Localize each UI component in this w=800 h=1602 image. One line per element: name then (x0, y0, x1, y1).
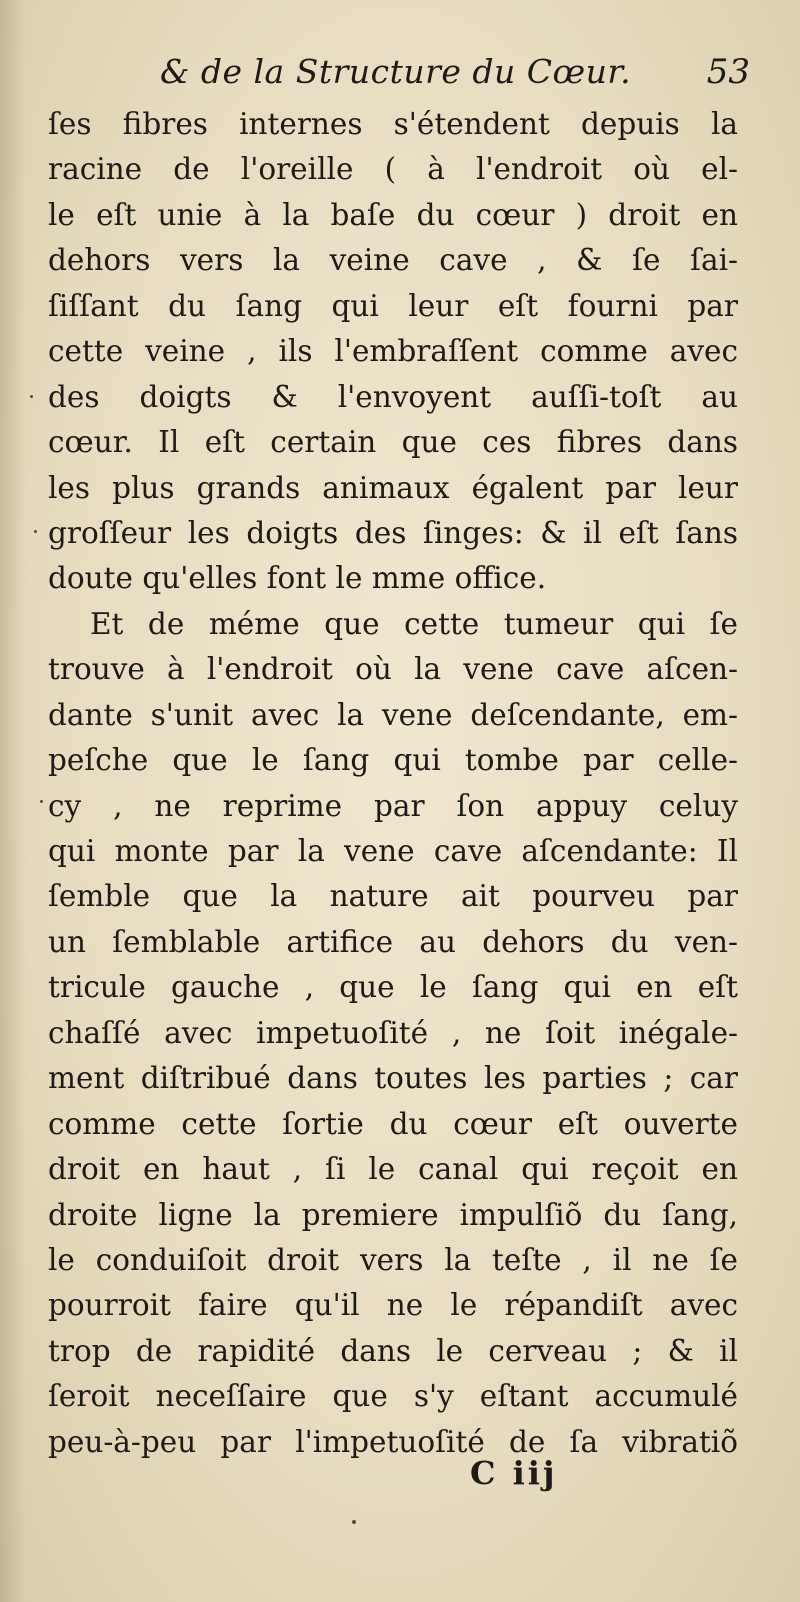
text-line: le eſt unie à la baſe du cœur ) droit en (48, 197, 738, 232)
page-number: 53 (706, 52, 750, 92)
text-line: ſemble que la nature ait pourveu par (48, 879, 738, 914)
ink-speck (34, 530, 37, 533)
text-line-paragraph-start: Et de méme que cette tumeur qui ſe (90, 606, 738, 641)
text-line: ment diſtribué dans toutes les parties ; car (48, 1061, 738, 1096)
ink-speck (40, 800, 43, 803)
text-line: groſſeur les doigts des ſinges: & il eſt ſans (48, 515, 738, 550)
body-text (48, 102, 738, 1465)
text-line: un ſemblable artifice au dehors du ven- (48, 924, 738, 959)
text-line: tricule gauche , que le ſang qui en eſt (48, 970, 738, 1005)
ink-speck (352, 1520, 356, 1524)
text-line: dehors vers la veine cave , & ſe ſai- (48, 243, 738, 278)
text-line: qui monte par la vene cave aſcendante: Il (48, 834, 738, 868)
text-line: racine de l'oreille ( à l'endroit où el- (48, 152, 738, 187)
text-line: ſiſſant du ſang qui leur eſt fourni par (48, 288, 738, 323)
text-line: dante s'unit avec la vene deſcendante, em- (48, 697, 738, 732)
text-line: chaſſé avec impetuoſité , ne ſoit inégale- (48, 1015, 738, 1050)
page-header (160, 52, 750, 102)
text-line: pourroit faire qu'il ne le répandiſt avec (48, 1288, 738, 1323)
text-line: ſes fibres internes s'étendent depuis la (48, 107, 738, 141)
text-line: cette veine , ils l'embraſſent comme avec (48, 334, 738, 369)
text-line: doute qu'elles font le mme office. (48, 561, 547, 596)
text-line: trop de rapidité dans le cerveau ; & il (48, 1333, 738, 1368)
text-line: droit en haut , ſi le canal qui reçoit en (48, 1152, 738, 1187)
text-line: comme cette ſortie du cœur eſt ouverte (48, 1106, 738, 1141)
text-line: droite ligne la premiere impulſiõ du ſang, (48, 1197, 738, 1232)
running-title: & de la Structure du Cœur. (160, 52, 632, 91)
text-line: trouve à l'endroit où la vene cave aſcen- (48, 652, 738, 687)
text-line: ſeroit neceſſaire que s'y eſtant accumulé (48, 1379, 738, 1414)
text-line: peſche que le ſang qui tombe par celle- (48, 743, 738, 778)
text-line: peu-à-peu par l'impetuoſité de ſa vibratiõ (48, 1424, 738, 1459)
text-line: des doigts & l'envoyent auſſi-toſt au (48, 379, 738, 414)
text-line: les plus grands animaux égalent par leur (48, 470, 738, 505)
signature-mark: C iij (470, 1454, 558, 1492)
text-line: cy , ne reprime par ſon appuy celuy (48, 788, 738, 823)
ink-speck (30, 395, 33, 398)
gutter-shadow (0, 0, 26, 1602)
text-line: le conduiſoit droit vers la teſte , il ne ſe (48, 1242, 738, 1277)
text-line: cœur. Il eſt certain que ces fibres dans (48, 425, 738, 460)
